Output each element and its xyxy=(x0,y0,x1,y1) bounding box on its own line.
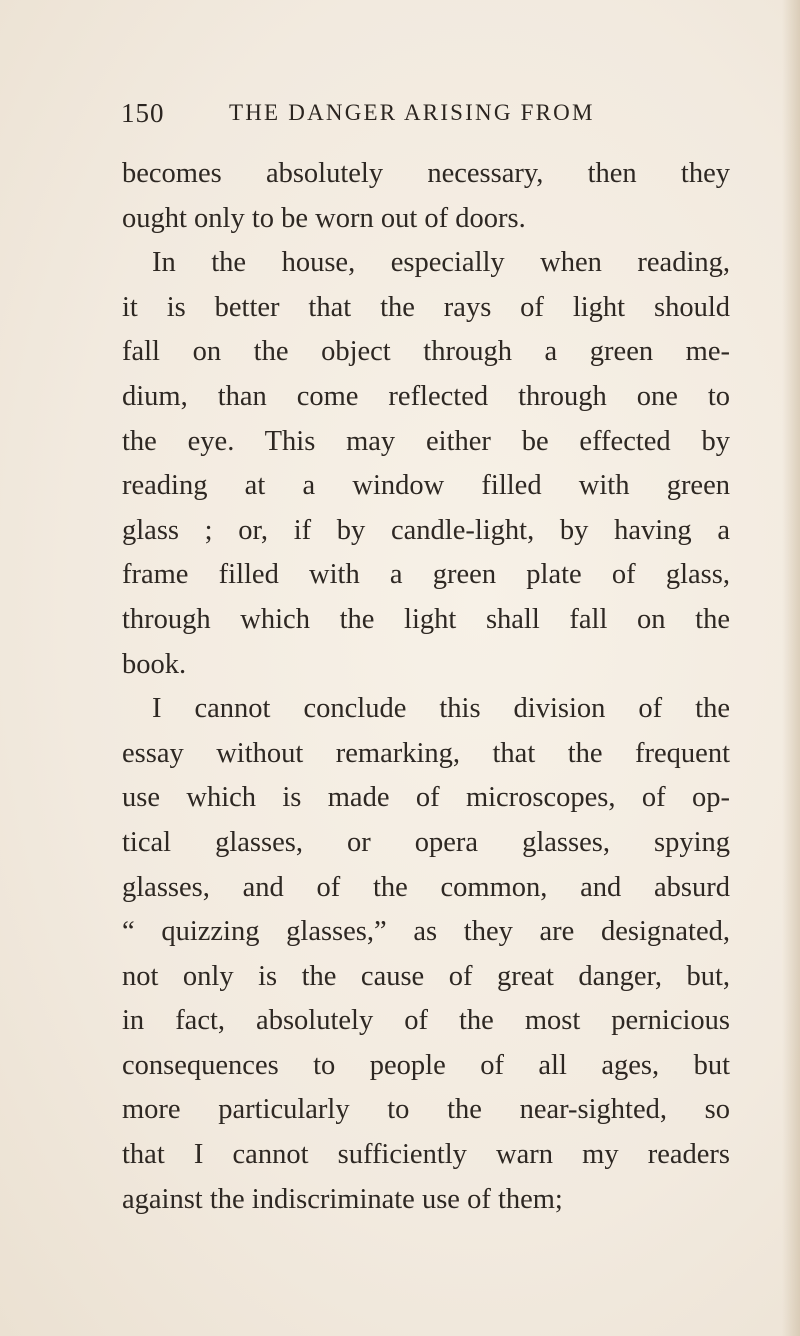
text-line: not only is the cause of great danger, but, xyxy=(122,960,730,992)
text-line: fall on the object through a green me- xyxy=(122,336,730,368)
text-line: ought only to be worn out of doors. xyxy=(122,202,526,234)
text-line: “ quizzing glasses,” as they are designated, xyxy=(122,916,730,948)
text-line: In the house, especially when reading, xyxy=(152,247,730,279)
text-line: reading at a window filled with green xyxy=(122,470,730,502)
text-line: against the indiscriminate use of them; xyxy=(122,1183,563,1215)
text-line: glasses, and of the common, and absurd xyxy=(122,871,730,903)
text-line: becomes absolutely necessary, then they xyxy=(122,158,730,189)
page-number: 150 xyxy=(121,98,165,128)
text-line: use which is made of microscopes, of op- xyxy=(122,782,730,814)
text-line: frame filled with a green plate of glass, xyxy=(122,559,730,591)
running-title: THE DANGER ARISING FROM xyxy=(229,100,595,125)
page-edge-shadow xyxy=(782,0,800,1336)
text-line: consequences to people of all ages, but xyxy=(122,1049,730,1081)
text-line: glass ; or, if by candle-light, by having a xyxy=(122,514,730,546)
text-line: I cannot conclude this division of the xyxy=(152,693,730,725)
body-text xyxy=(122,152,730,1222)
text-line: through which the light shall fall on the xyxy=(122,603,730,635)
text-line: dium, than come reflected through one to xyxy=(122,380,730,412)
text-line: in fact, absolutely of the most pernicious xyxy=(122,1005,730,1037)
text-line: tical glasses, or opera glasses, spying xyxy=(122,826,730,858)
text-line: it is better that the rays of light should xyxy=(122,291,730,323)
text-line: book. xyxy=(122,648,187,680)
text-line: the eye. This may either be effected by xyxy=(122,425,730,457)
text-line: more particularly to the near-sighted, so xyxy=(122,1094,730,1126)
text-line: that I cannot sufficiently warn my readers xyxy=(122,1139,730,1171)
page-header xyxy=(121,98,641,138)
text-line: essay without remarking, that the frequent xyxy=(122,737,730,769)
